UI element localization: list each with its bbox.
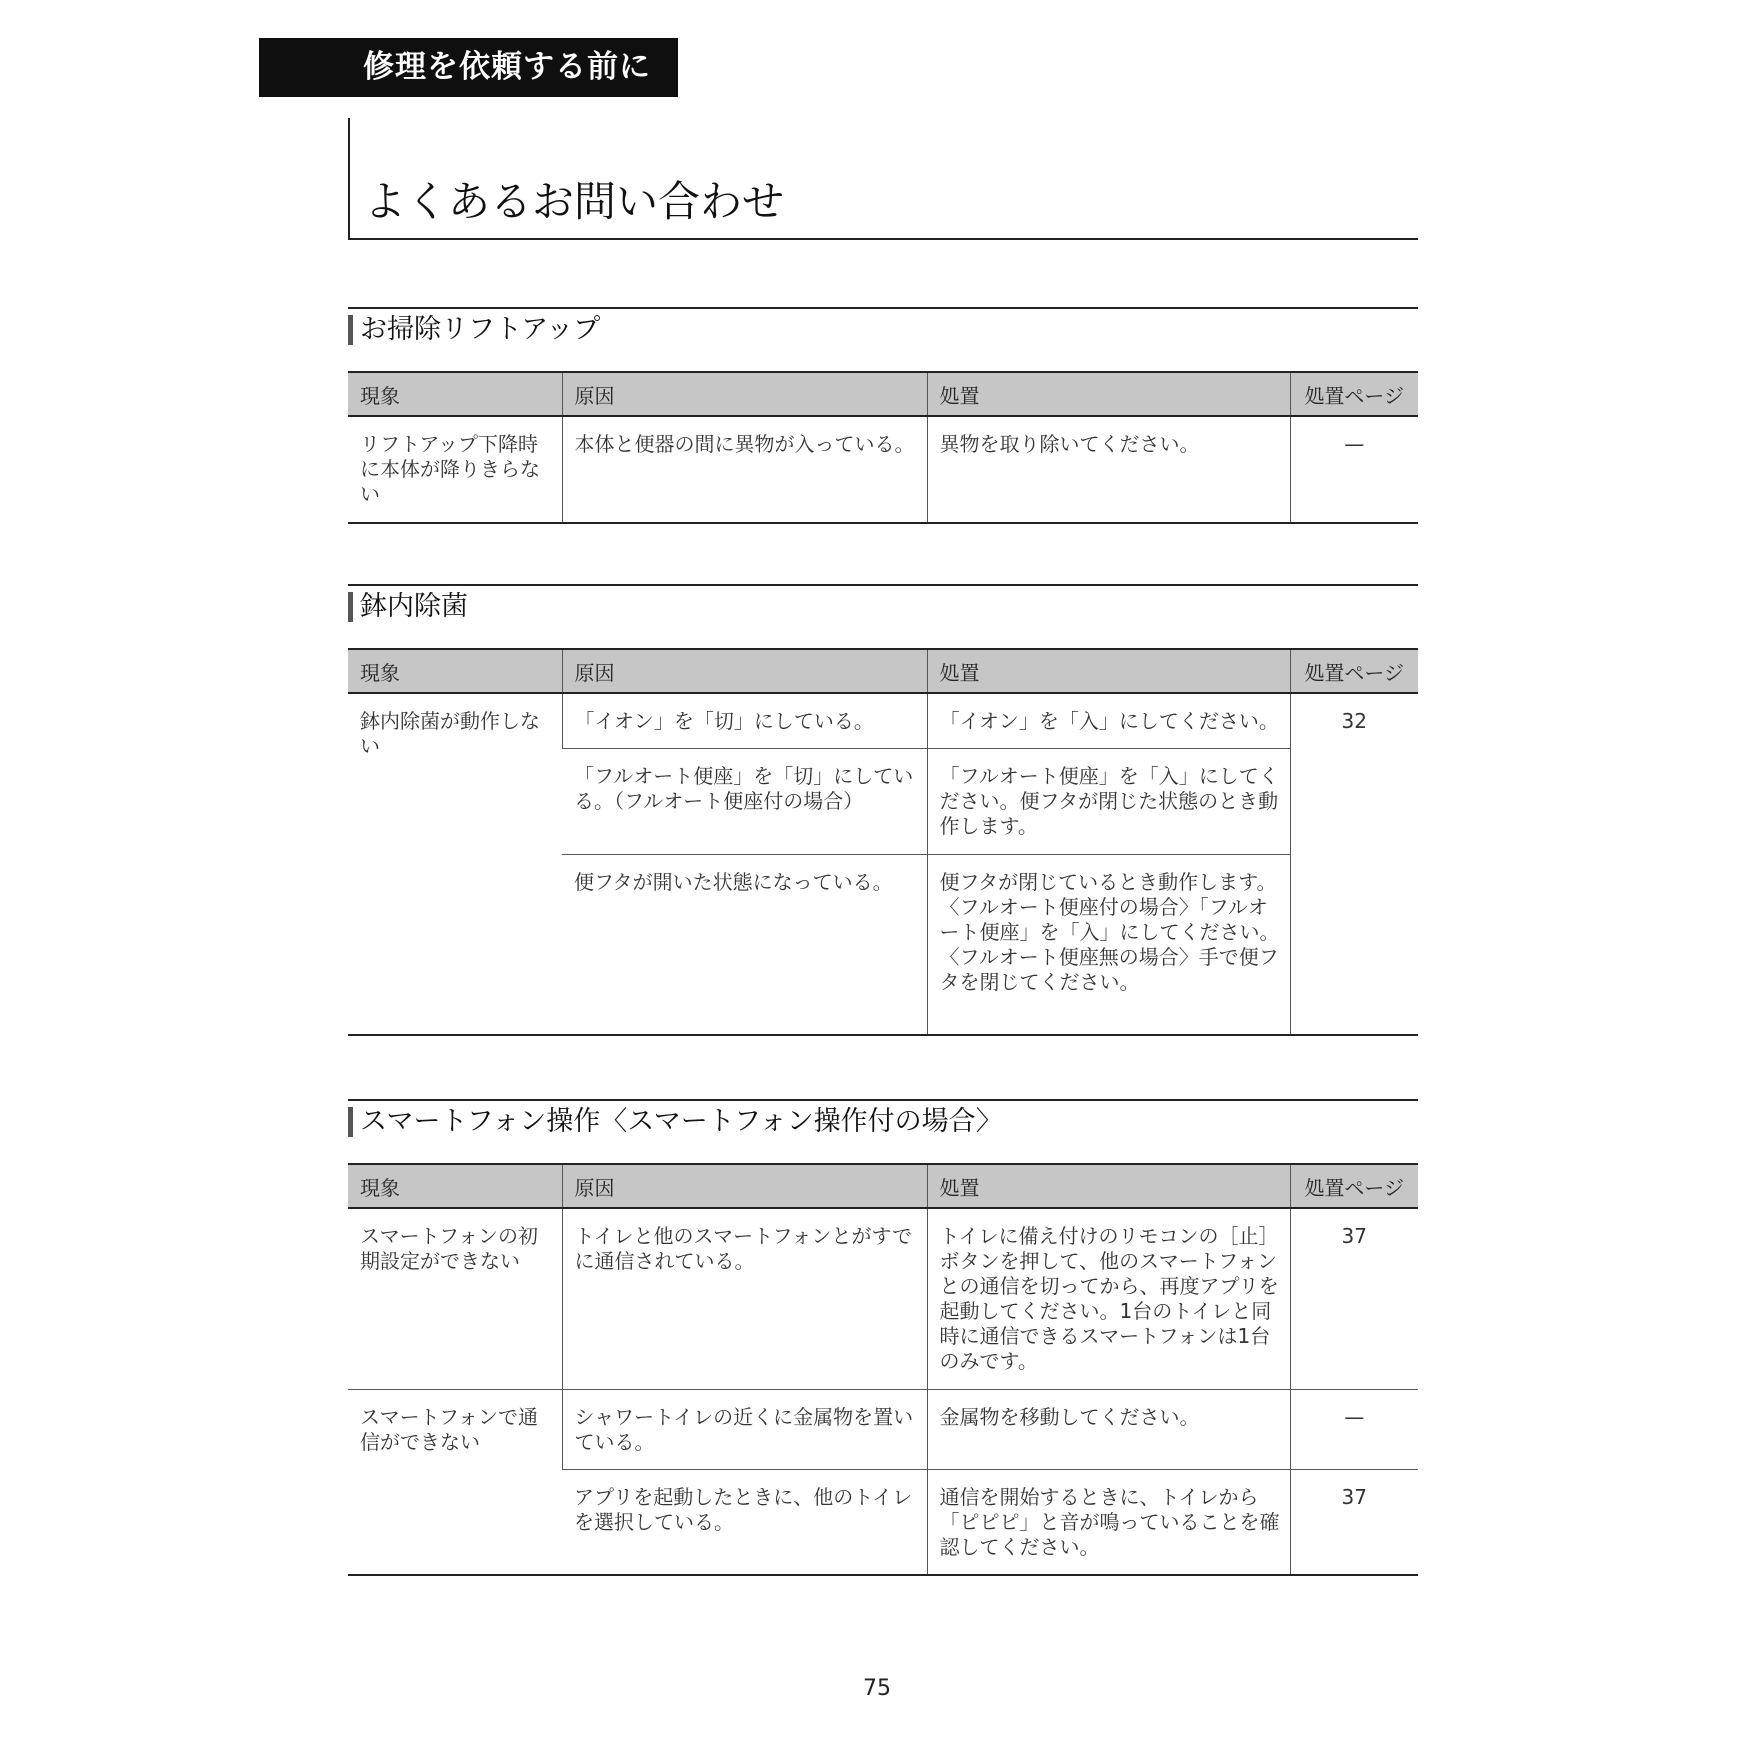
table-header-row (348, 1164, 1418, 1208)
header-page: 処置ページ (1290, 649, 1418, 693)
remedy-cell: 通信を開始するときに、トイレから「ピピピ」と音が鳴っていることを確認してください。 (927, 1469, 1290, 1575)
section-header (348, 586, 1418, 648)
header-phenomenon: 現象 (348, 372, 562, 416)
table-row (348, 693, 1418, 748)
cause-cell: 本体と便器の間に異物が入っている。 (562, 416, 927, 523)
title-vertical-rule (348, 118, 350, 240)
cause-cell: 便フタが開いた状態になっている。 (562, 854, 927, 1035)
title-horizontal-rule (348, 238, 1418, 240)
remedy-cell: 異物を取り除いてください。 (927, 416, 1290, 523)
section-bowl-sterilization (348, 584, 1418, 1036)
cause-cell: 「フルオート便座」を「切」にしている。（フルオート便座付の場合） (562, 748, 927, 854)
remedy-cell: トイレに備え付けのリモコンの［止］ボタンを押して、他のスマートフォンとの通信を切ってから、再度アプリを起動してください。1台のトイレと同時に通信できるスマートフォンは1台のみです。 (927, 1208, 1290, 1389)
header-cause: 原因 (562, 1164, 927, 1208)
phenomenon-cell: スマートフォンで通信ができない (348, 1389, 562, 1575)
header-page: 処置ページ (1290, 1164, 1418, 1208)
header-cause: 原因 (562, 372, 927, 416)
phenomenon-cell: 鉢内除菌が動作しない (348, 693, 562, 1035)
cause-cell: 「イオン」を「切」にしている。 (562, 693, 927, 748)
section-marker (348, 315, 353, 345)
phenomenon-cell: スマートフォンの初期設定ができない (348, 1208, 562, 1389)
header-page: 処置ページ (1290, 372, 1418, 416)
remedy-cell: 「フルオート便座」を「入」にしてください。便フタが閉じた状態のとき動作します。 (927, 748, 1290, 854)
header-remedy: 処置 (927, 649, 1290, 693)
section-header (348, 1101, 1418, 1163)
table-header-row (348, 649, 1418, 693)
page-ref-cell: 37 (1290, 1208, 1418, 1389)
page-ref-cell: 32 (1290, 693, 1418, 1035)
header-remedy: 処置 (927, 372, 1290, 416)
remedy-cell: 「イオン」を「入」にしてください。 (927, 693, 1290, 748)
page-ref-cell: — (1290, 416, 1418, 523)
table-row (348, 1389, 1418, 1469)
cause-cell: シャワートイレの近くに金属物を置いている。 (562, 1389, 927, 1469)
section-title: 鉢内除菌 (360, 591, 468, 622)
faq-table (348, 648, 1418, 1036)
phenomenon-cell: リフトアップ下降時に本体が降りきらない (348, 416, 562, 523)
section-smartphone (348, 1099, 1418, 1576)
section-header (348, 309, 1418, 371)
header-cause: 原因 (562, 649, 927, 693)
table-row (348, 416, 1418, 523)
page-number: 75 (863, 1676, 891, 1701)
header-remedy: 処置 (927, 1164, 1290, 1208)
cause-cell: アプリを起動したときに、他のトイレを選択している。 (562, 1469, 927, 1575)
cause-cell: トイレと他のスマートフォンとがすでに通信されている。 (562, 1208, 927, 1389)
table-header-row (348, 372, 1418, 416)
section-marker (348, 592, 353, 622)
section-marker (348, 1107, 353, 1137)
section-title: スマートフォン操作〈スマートフォン操作付の場合〉 (360, 1106, 1003, 1137)
section-title: お掃除リフトアップ (360, 314, 601, 345)
faq-table (348, 1163, 1418, 1576)
header-phenomenon: 現象 (348, 1164, 562, 1208)
section-cleaning-liftup (348, 307, 1418, 524)
remedy-cell: 金属物を移動してください。 (927, 1389, 1290, 1469)
page-ref-cell: — (1290, 1389, 1418, 1469)
table-row (348, 1208, 1418, 1389)
page-ref-cell: 37 (1290, 1469, 1418, 1575)
faq-table (348, 371, 1418, 524)
page-title: よくあるお問い合わせ (364, 177, 785, 226)
header-phenomenon: 現象 (348, 649, 562, 693)
remedy-cell: 便フタが閉じているとき動作します。〈フルオート便座付の場合〉「フルオート便座」を「入」にしてください。〈フルオート便座無の場合〉手で便フタを閉じてください。 (927, 854, 1290, 1035)
chapter-tab: 修理を依頼する前に (259, 38, 678, 97)
